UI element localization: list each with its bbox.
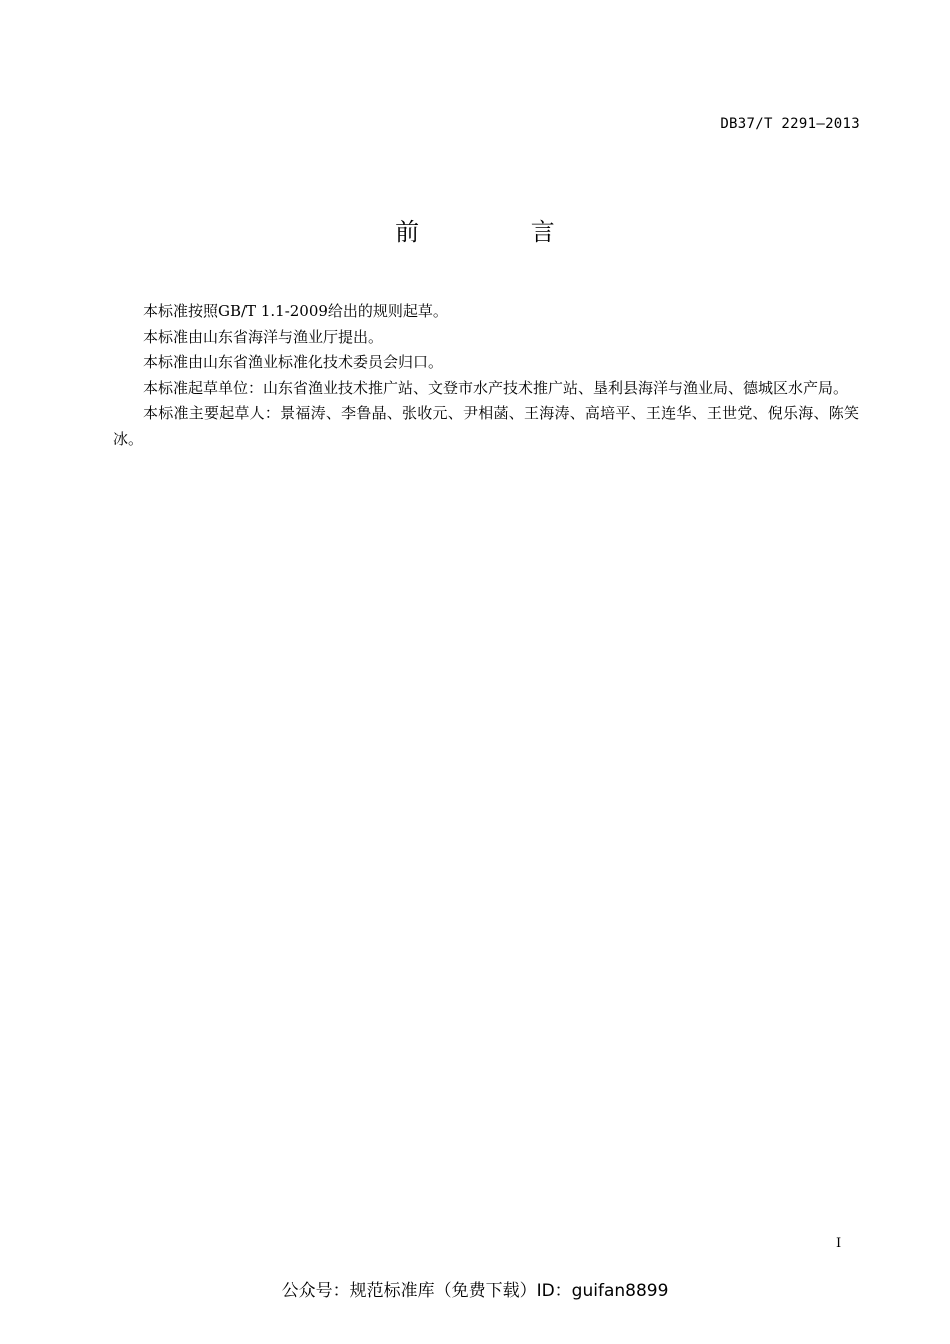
document-code: DB37/T 2291—2013 <box>720 116 860 132</box>
foreword-body <box>113 299 859 452</box>
paragraph-centralized-unit: 本标准由山东省渔业标准化技术委员会归口。 <box>143 353 444 371</box>
paragraph-drafters: 本标准主要起草人：景福涛、李鲁晶、张收元、尹相菡、王海涛、高培平、王连华、王世党、倪乐海、陈笑冰。 <box>113 404 859 448</box>
paragraph-proposer: 本标准由山东省海洋与渔业厅提出。 <box>143 327 384 346</box>
footer-watermark-note: 公众号：规范标准库（免费下载）ID：guifan8899 <box>281 1281 669 1301</box>
paragraph-drafting-rules: 本标准按照GB/T 1.1-2009给出的规则起草。 <box>143 302 448 320</box>
page-number: I <box>836 1236 842 1251</box>
page-title: 前 言 <box>395 218 607 246</box>
paragraph-drafting-units: 本标准起草单位：山东省渔业技术推广站、文登市水产技术推广站、垦利县海洋与渔业局、德城区水产局。 <box>143 378 849 397</box>
